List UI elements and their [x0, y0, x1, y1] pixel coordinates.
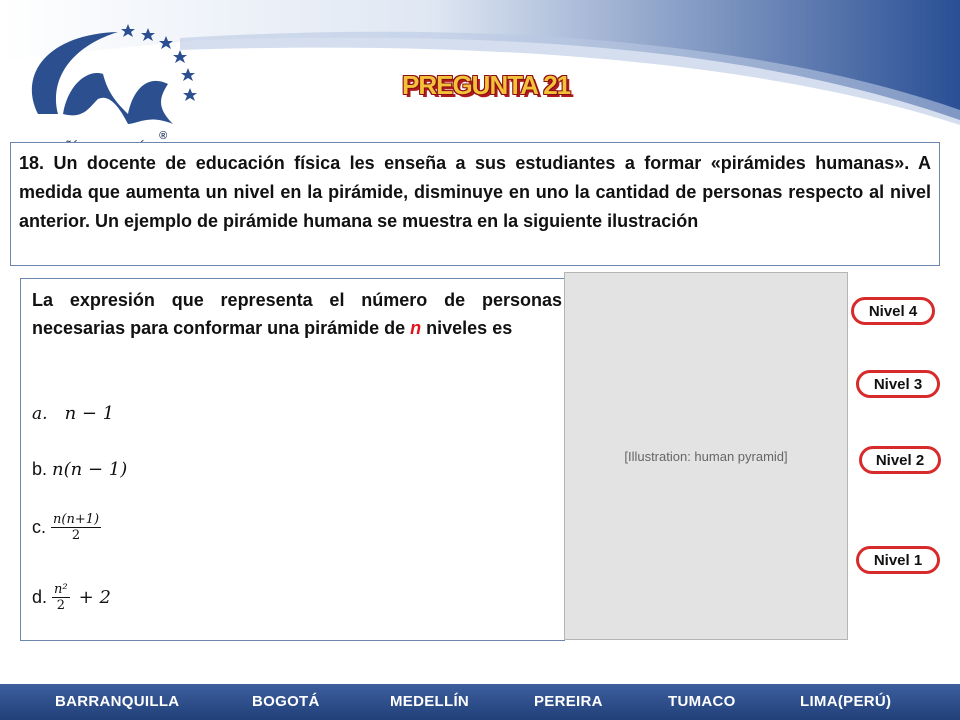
- footer-city: TUMACO: [668, 693, 736, 710]
- logo: [8, 14, 208, 144]
- footer-city: LIMA(PERÚ): [800, 693, 892, 710]
- option-b-expression: n(n − 1): [52, 459, 128, 480]
- answer-box: [20, 278, 565, 641]
- nivel-4-label: Nivel 4: [851, 297, 935, 325]
- option-b[interactable]: b. n(n − 1): [32, 459, 128, 480]
- nivel-3-label: Nivel 3: [856, 370, 940, 398]
- option-c[interactable]: c. $\frac{n(n+1)}{2}$: [32, 512, 100, 543]
- footer-city: BOGOTÁ: [252, 693, 320, 710]
- prompt-variable: n: [410, 318, 422, 338]
- option-a-expression: n − 1: [64, 403, 115, 424]
- footer-city: BARRANQUILLA: [55, 693, 180, 710]
- footer-city: MEDELLÍN: [390, 693, 470, 710]
- option-d-fraction: $\frac{\text{n²}}{2}$: [54, 582, 68, 613]
- option-a[interactable]: a. n − 1: [32, 403, 115, 424]
- question-box: [10, 130, 940, 266]
- nivel-1-label: Nivel 1: [856, 546, 940, 574]
- footer-bar: [0, 684, 960, 720]
- option-d[interactable]: d. $\frac{\text{n²}}{2}$ + 2: [32, 582, 111, 613]
- footer-city: PEREIRA: [534, 693, 603, 710]
- question-text: 18. Un docente de educación física les enseña a sus estudiantes a formar «pirámides humanas». A medida que aumenta un nivel en la pirámide, disminuye en uno la cantidad de personas respecto al nivel anterior. Un ejemplo de pirámide humana se muestra en la siguiente ilustración: [19, 153, 931, 231]
- nivel-2-label: Nivel 2: [859, 446, 941, 474]
- pyramid-illustration: [Illustration: human pyramid]: [564, 272, 848, 640]
- logo-text: ®: [159, 130, 168, 142]
- page-title: PREGUNTA 21: [402, 70, 571, 100]
- logo-emblem-icon: [8, 14, 208, 134]
- answer-prompt: La expresión que representa el número de personas necesarias para conformar una pirámide de n niveles es: [32, 290, 562, 338]
- option-c-fraction: $\frac{n(n+1)}{2}$: [53, 512, 100, 543]
